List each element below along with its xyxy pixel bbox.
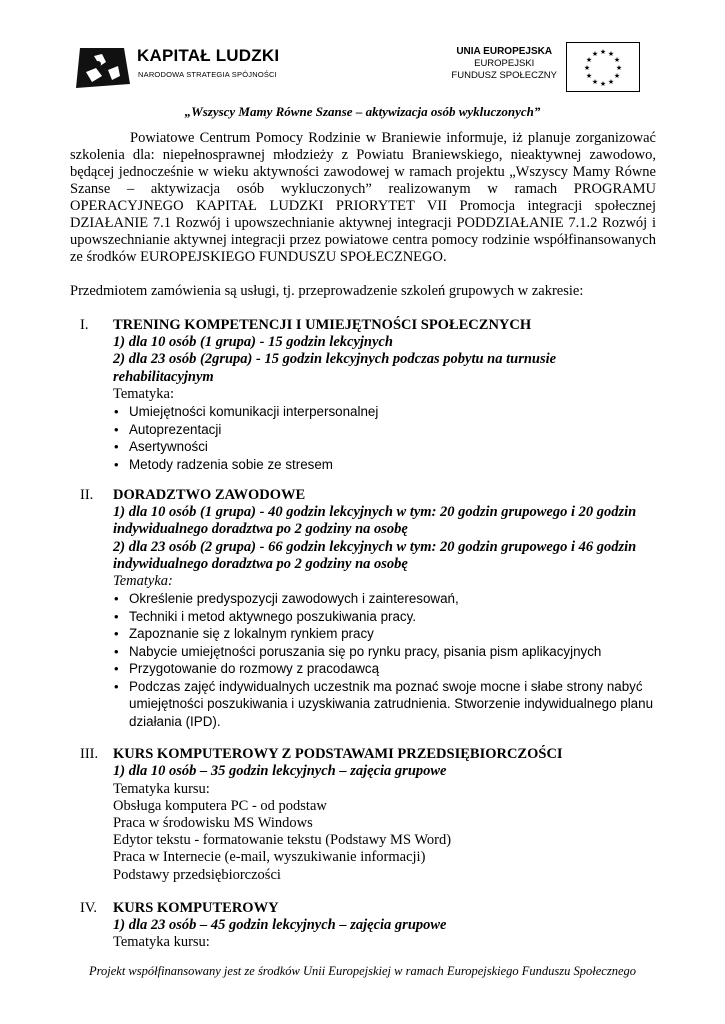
svg-text:★: ★ — [615, 64, 623, 72]
section-heading: DORADZTWO ZAWODOWE — [113, 487, 306, 504]
svg-text:★: ★ — [613, 56, 621, 64]
svg-text:★: ★ — [591, 50, 599, 58]
svg-text:★: ★ — [585, 56, 593, 64]
eu-line-3: FUNDUSZ SPOŁECZNY — [451, 70, 557, 81]
section-heading: KURS KOMPUTEROWY Z PODSTAWAMI PRZEDSIĘBIORCZOŚCI — [113, 746, 563, 763]
section-number: III. — [80, 746, 99, 763]
list-item: Obsługa komputera PC - od podstaw — [113, 797, 327, 814]
section-line: 1) dla 10 osób (1 grupa) - 40 godzin lekcyjnych w tym: 20 godzin grupowego i 20 godzin indywidualnego doradztwa po 2 godziny na osobę — [113, 504, 637, 538]
section-4 — [70, 900, 656, 952]
svg-text:★: ★ — [599, 80, 607, 88]
topics-label: Tematyka: — [113, 573, 173, 590]
topics-label: Tematyka kursu: — [113, 780, 210, 797]
svg-text:★: ★ — [599, 48, 607, 56]
svg-text:★: ★ — [583, 64, 591, 72]
section-heading: TRENING KOMPETENCJI I UMIEJĘTNOŚCI SPOŁECZNYCH — [113, 317, 532, 333]
section-line: 1) dla 10 osób – 35 godzin lekcyjnych – zajęcia grupowe — [113, 763, 447, 780]
section-heading: KURS KOMPUTEROWY — [113, 899, 279, 916]
section-3 — [70, 746, 656, 884]
list-item: • Asertywności — [113, 438, 656, 456]
topics-label: Tematyka: — [113, 385, 174, 402]
eu-line-2: EUROPEJSKI — [474, 58, 535, 69]
topics-list — [113, 403, 656, 473]
page-header — [0, 0, 725, 100]
topics-label: Tematyka kursu: — [113, 934, 210, 951]
eu-flag-icon — [566, 42, 640, 92]
list-item: • Autoprezentacji — [113, 421, 656, 439]
svg-text:★: ★ — [591, 78, 599, 86]
eu-text-block — [451, 46, 557, 82]
section-line: 2) dla 23 osób (2 grupa) - 66 godzin lekcyjnych w tym: 20 godzin grupowego i 46 godzin indywidualnego doradztwa po 2 godziny na osobę — [113, 538, 637, 572]
list-item: • Zapoznanie się z lokalnym rynkiem pracy — [113, 625, 656, 643]
kapital-ludzki-name: KAPITAŁ LUDZKI — [137, 46, 280, 65]
section-line: 2) dla 23 osób (2grupa) - 15 godzin lekcyjnych podczas pobytu na turnusie rehabilitacyjnym — [113, 351, 557, 385]
document-body — [70, 130, 656, 951]
list-item: • Przygotowanie do rozmowy z pracodawcą — [113, 660, 656, 678]
topics-list — [113, 590, 656, 730]
list-item: Podstawy przedsiębiorczości — [113, 866, 281, 883]
kapital-ludzki-subtitle: NARODOWA STRATEGIA SPÓJNOŚCI — [138, 70, 277, 79]
section-number: II. — [80, 487, 94, 504]
svg-text:★: ★ — [613, 72, 621, 80]
section-number: I. — [80, 317, 89, 333]
kapital-ludzki-logo-icon — [72, 42, 132, 90]
section-number: IV. — [80, 899, 98, 916]
section-2 — [70, 487, 656, 730]
section-line: 1) dla 10 osób (1 grupa) - 15 godzin lekcyjnych — [113, 334, 393, 351]
list-item: • Podczas zajęć indywidualnych uczestnik ma poznać swoje mocne i słabe strony nabyć umiejętności poszukiwania i uzyskiwania zatrudnienia. Stworzenie indywidualnego planu działania (IPD). — [113, 678, 656, 731]
eu-line-1: UNIA EUROPEJSKA — [456, 46, 553, 57]
list-item: Praca w Internecie (e-mail, wyszukiwanie informacji) — [113, 849, 426, 866]
list-item: • Metody radzenia sobie ze stresem — [113, 456, 656, 474]
subject-paragraph: Przedmiotem zamówienia są usługi, tj. przeprowadzenie szkoleń grupowych w zakresie: — [70, 283, 584, 299]
svg-text:★: ★ — [607, 78, 615, 86]
list-item: Praca w środowisku MS Windows — [113, 815, 313, 832]
intro-paragraph: Powiatowe Centrum Pomocy Rodzinie w Braniewie informuje, iż planuje zorganizować szkolenia dla: niepełnosprawnej młodzieży z Powiatu Braniewskiego, nieaktywnej zawodowo, będącej jednocześnie w wieku aktywności zawodowej w ramach projektu „Wszyscy Mamy Równe Szanse – aktywizacja osób wykluczonych” realizowanym w ramach PROGRAMU OPERACYJNEGO KAPITAŁ LUDZKI PRIORYTET VII Promocja integracji społecznej DZIAŁANIE 7.1 Rozwój i upowszechnianie aktywnej integracji PODDZIAŁANIE 7.1.2 Rozwój i upowszechnianie aktywnej integracji przez powiatowe centra pomocy rodzinie współfinansowanych ze środków EUROPEJSKIEGO FUNDUSZU SPOŁECZNEGO. — [70, 130, 656, 265]
svg-text:★: ★ — [585, 72, 593, 80]
section-1 — [70, 317, 656, 473]
list-item: • Techniki i metod aktywnego poszukiwania pracy. — [113, 608, 656, 626]
section-line: 1) dla 23 osób – 45 godzin lekcyjnych – zajęcia grupowe — [113, 917, 447, 934]
svg-text:★: ★ — [607, 50, 615, 58]
list-item: • Umiejętności komunikacji interpersonalnej — [113, 403, 656, 421]
page-footer: Projekt współfinansowany jest ze środków Unii Europejskiej w ramach Europejskiego Funduszu Społecznego — [88, 964, 637, 978]
list-item: Edytor tekstu - formatowanie tekstu (Podstawy MS Word) — [113, 832, 452, 849]
list-item: • Określenie predyspozycji zawodowych i zainteresowań, — [113, 590, 656, 608]
list-item: • Nabycie umiejętności poruszania się po rynku pracy, pisania pism aplikacyjnych — [113, 643, 656, 661]
document-title: „Wszyscy Mamy Równe Szanse – aktywizacja osób wykluczonych” — [184, 104, 541, 119]
